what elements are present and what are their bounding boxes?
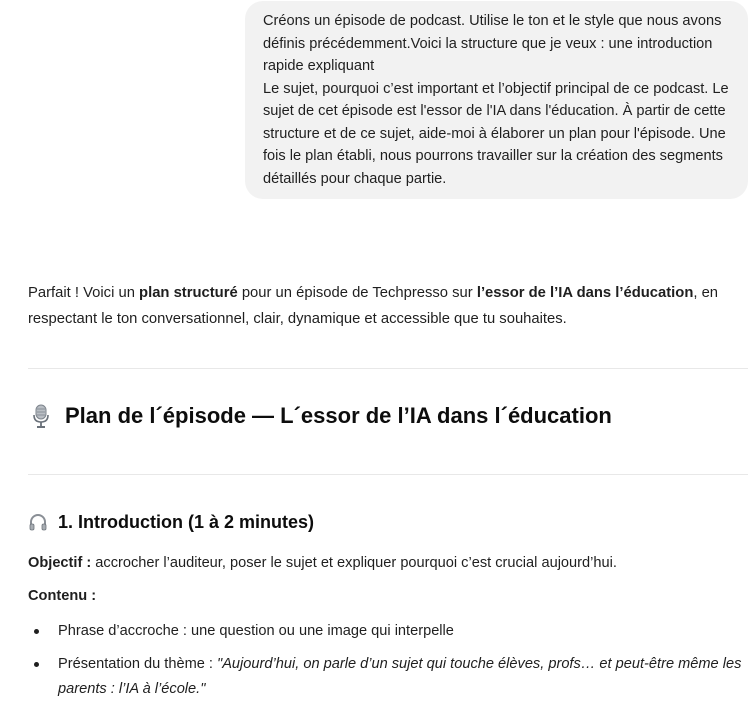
objective-text: accrocher l’auditeur, poser le sujet et expliquer pourquoi c’est crucial aujourd’hui. (91, 555, 617, 571)
section-1-heading (28, 512, 314, 533)
user-message-paragraph-2: Le sujet, pourquoi c’est important et l’objectif principal de ce podcast. Le sujet de cet épisode est l'essor de l'IA dans l'éducation. À partir de cette structure et de ce sujet, aide-moi à élaborer un plan pour l'épisode. Une fois le plan établi, nous pourrons travailler sur la création des segments détaillés pour chaque partie. (263, 80, 729, 187)
intro-text-1: Parfait ! Voici un (28, 285, 140, 301)
section-1-title: 1. Introduction (1 à 2 minutes) (58, 512, 315, 532)
bullet-1-text: Phrase d’accroche : une question ou une image qui interpelle (58, 623, 454, 639)
intro-text-2: pour un épisode de Techpresso sur (237, 285, 477, 301)
intro-bold-2: l’essor de l’IA dans l’éducation (476, 285, 694, 301)
content-bullet-list (28, 619, 748, 710)
user-message-bubble (245, 1, 748, 199)
bullet-2-quote: "Aujourd’hui, on parle d’un sujet qui touche élèves, profs… et peut-être même les parents : l’IA à l’école." (58, 656, 742, 697)
content-label: Contenu : (28, 588, 97, 604)
intro-text-3: , en respectant le ton conversationnel, clair, dynamique et accessible que tu souhaites. (28, 285, 719, 327)
objective-line (28, 552, 617, 574)
intro-bold-1: plan structuré (139, 285, 238, 301)
microphone-icon (28, 403, 54, 429)
assistant-intro (28, 280, 748, 332)
divider (28, 474, 748, 475)
list-item (28, 619, 748, 644)
list-item (28, 652, 748, 702)
content-label-line (28, 585, 96, 607)
bullet-2-text: Présentation du thème : (58, 656, 218, 672)
objective-label: Objectif : (28, 555, 92, 571)
user-message-paragraph-1: Créons un épisode de podcast. Utilise le ton et le style que nous avons définis précédemment.Voici la structure que je veux : une introduction rapide expliquant (263, 13, 722, 74)
plan-heading-text: Plan de l´épisode — L´essor de l’IA dans l´éducation (65, 403, 612, 428)
plan-heading (28, 403, 612, 429)
divider (28, 368, 748, 369)
headphones-icon (28, 513, 48, 533)
